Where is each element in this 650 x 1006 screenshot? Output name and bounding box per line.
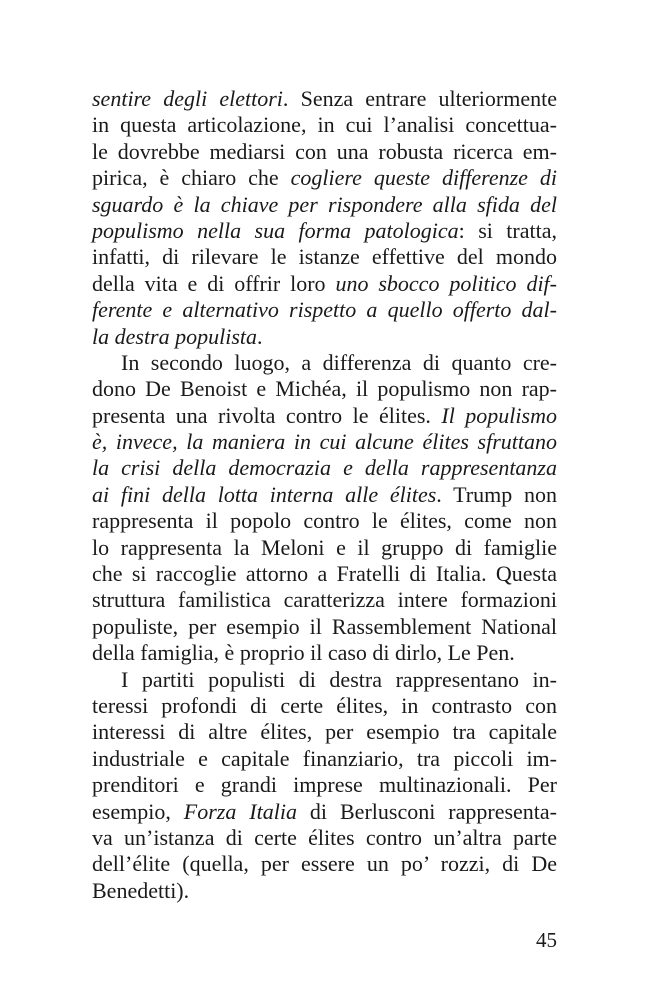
text-run: teressi profondi di certe élites, in contrasto con xyxy=(92,692,557,718)
text-run: lo rappresenta la Meloni e il gruppo di famiglie xyxy=(92,534,557,560)
text-line xyxy=(92,799,557,825)
text-line xyxy=(92,376,557,402)
text-line xyxy=(92,640,557,666)
book-page-body xyxy=(92,86,557,904)
text-run: interessi di altre élites, per esempio tra capitale xyxy=(92,719,557,745)
text-run: le dovrebbe mediarsi con una robusta ricerca em- xyxy=(92,138,557,164)
text-run: struttura familistica caratterizza intere formazioni xyxy=(92,587,557,613)
paragraph xyxy=(92,86,557,350)
page-number: 45 xyxy=(536,928,557,952)
text-line xyxy=(92,455,557,481)
text-run: che si raccoglie attorno a Fratelli di Italia. Questa xyxy=(92,561,557,587)
text-line xyxy=(92,746,557,772)
text-line xyxy=(92,297,557,323)
text-run: della vita e di offrir loro xyxy=(92,270,336,296)
text-line xyxy=(92,614,557,640)
text-line xyxy=(92,112,557,138)
text-line xyxy=(92,482,557,508)
text-line xyxy=(92,719,557,745)
text-run: I partiti populisti di destra rappresentano in- xyxy=(121,666,557,692)
italic-text-run: la crisi della democrazia e della rappresentanza xyxy=(92,455,557,481)
italic-text-run: populismo nella sua forma patologica xyxy=(92,217,459,243)
paragraph xyxy=(92,667,557,905)
italic-text-run: sguardo è la chiave per rispondere alla sfida del xyxy=(92,191,557,217)
text-run: Benedetti). xyxy=(92,877,190,903)
text-line xyxy=(92,165,557,191)
text-run: rappresenta il popolo contro le élites, come non xyxy=(92,508,557,534)
text-line xyxy=(92,86,557,112)
italic-text-run: ai fini della lotta interna alle élites xyxy=(92,481,437,507)
text-run: infatti, di rilevare le istanze effettive del mondo xyxy=(92,244,557,270)
text-run: in questa articolazione, in cui l’analisi concettua- xyxy=(92,112,557,138)
text-run: prenditori e grandi imprese multinazionali. Per xyxy=(92,772,557,798)
text-line xyxy=(92,508,557,534)
text-run: della famiglia, è proprio il caso di dirlo, Le Pen. xyxy=(92,640,515,666)
text-run: esempio, xyxy=(92,798,184,824)
text-line xyxy=(92,772,557,798)
italic-text-run: Il populismo xyxy=(441,402,557,428)
text-line xyxy=(92,429,557,455)
italic-text-run: cogliere queste differenze di xyxy=(290,165,557,191)
text-run: In secondo luogo, a differenza di quanto cre- xyxy=(121,349,557,375)
text-line xyxy=(92,561,557,587)
text-line xyxy=(92,825,557,851)
text-run: presenta una rivolta contro le élites. xyxy=(92,402,442,428)
text-run: va un’istanza di certe élites contro un’altra parte xyxy=(92,824,557,850)
italic-text-run: sentire degli elettori xyxy=(92,86,283,111)
italic-text-run: Forza Italia xyxy=(183,798,297,824)
paragraph xyxy=(92,350,557,667)
italic-text-run: ferente e alternativo rispetto a quello offerto dal- xyxy=(92,297,557,323)
text-line xyxy=(92,324,557,350)
text-line xyxy=(92,218,557,244)
text-line xyxy=(92,667,557,693)
text-line xyxy=(92,851,557,877)
text-line xyxy=(92,244,557,270)
text-run: . xyxy=(257,323,263,349)
text-line xyxy=(92,535,557,561)
text-run: . Trump non xyxy=(436,481,557,507)
text-line xyxy=(92,878,557,904)
text-line xyxy=(92,139,557,165)
text-line xyxy=(92,350,557,376)
text-run: di Berlusconi rappresenta- xyxy=(296,798,557,824)
text-run: populiste, per esempio il Rassemblement National xyxy=(92,613,557,639)
text-run: : si tratta, xyxy=(458,217,557,243)
italic-text-run: la destra populista xyxy=(92,323,258,349)
text-run: industriale e capitale finanziario, tra piccoli im- xyxy=(92,745,557,771)
text-line xyxy=(92,403,557,429)
italic-text-run: è, invece, la maniera in cui alcune élites sfruttano xyxy=(92,429,557,455)
text-run: pirica, è chiaro che xyxy=(92,165,291,191)
text-run: dono De Benoist e Michéa, il populismo non rap- xyxy=(92,376,557,402)
italic-text-run: uno sbocco politico dif- xyxy=(335,270,557,296)
text-line xyxy=(92,693,557,719)
text-run: . Senza entrare ulteriormente xyxy=(282,86,557,111)
text-line xyxy=(92,587,557,613)
text-run: dell’élite (quella, per essere un po’ rozzi, di De xyxy=(92,851,557,877)
text-line xyxy=(92,192,557,218)
text-line xyxy=(92,271,557,297)
